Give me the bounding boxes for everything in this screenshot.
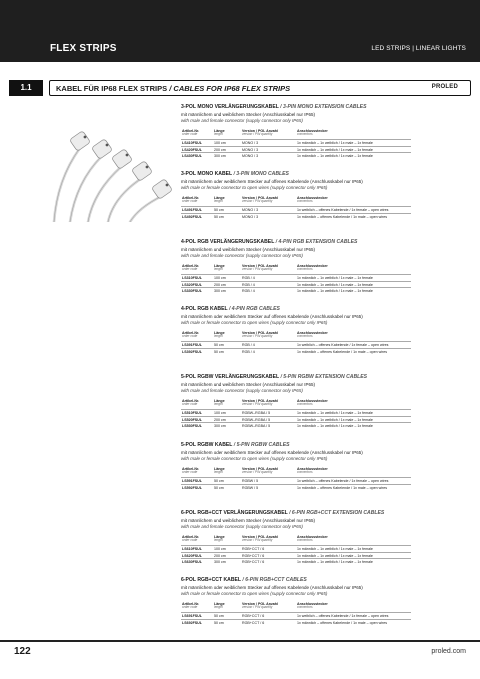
order-code-cell: LS320FSUL (181, 281, 213, 288)
spec-column-header (241, 466, 296, 478)
product-description-de: mit männlichem und weiblichem Stecker (Anschlusskabel nur IP65) (181, 247, 316, 252)
section-title-en: / CABLES FOR IP68 FLEX STRIPS (169, 83, 291, 93)
column-header-en: order code (182, 334, 198, 339)
table-row (181, 423, 411, 429)
version-cell: MONO / 3 (241, 146, 296, 153)
column-header-en: length (214, 132, 223, 137)
spec-table (181, 466, 411, 490)
spec-table-header-row (181, 330, 411, 342)
length-cell: 300 cm (213, 559, 241, 565)
spec-column-header (296, 330, 411, 342)
column-header-de: Länge (214, 535, 225, 539)
product-block (181, 577, 466, 625)
product-title (181, 306, 466, 312)
spec-table (181, 128, 411, 159)
column-header-en: order code (182, 470, 198, 475)
page-header (0, 0, 480, 62)
column-header-de: Anschlussstecker (297, 264, 328, 268)
spec-table-header-row (181, 398, 411, 410)
order-code-cell: LS591FSUL (181, 478, 213, 485)
column-header-de: Version / POL Anzahl (242, 467, 278, 471)
connector-cell: 1x männlich – 1x weiblich / 1x male – 1x female (296, 140, 411, 147)
column-header-en: connectors (297, 267, 313, 272)
order-code-cell: LS510FSUL (181, 410, 213, 417)
product-block (181, 239, 466, 294)
brand-logo: PROLED (431, 84, 458, 90)
length-cell: 300 cm (213, 288, 241, 294)
spec-column-header (296, 128, 411, 140)
spec-column-header (181, 534, 213, 546)
connector-cell: 1x weiblich – offenes Kabelende / 1x female – open wires (296, 342, 411, 349)
column-header-de: Artikel-Nr. (182, 602, 200, 606)
version-cell: RGB / 4 (241, 281, 296, 288)
table-row (181, 613, 411, 620)
length-cell: 100 cm (213, 546, 241, 553)
column-header-en: connectors (297, 538, 313, 543)
product-title-de: 6-POL RGB+CCT VERLÄNGERUNGSKABEL (181, 510, 288, 516)
version-cell: MONO / 3 (241, 213, 296, 219)
connector-cell: 1x männlich – 1x weiblich / 1x male – 1x female (296, 410, 411, 417)
order-code-cell: LS610FSUL (181, 546, 213, 553)
column-header-en: length (214, 402, 223, 407)
product-title-en: / 5-PIN RGBW EXTENSION CABLES (280, 374, 368, 380)
product-title (181, 239, 466, 245)
length-cell: 100 cm (213, 275, 241, 282)
spec-table (181, 398, 411, 429)
length-cell: 50 cm (213, 619, 241, 625)
version-cell: MONO / 3 (241, 207, 296, 214)
product-block (181, 104, 466, 159)
length-cell: 300 cm (213, 423, 241, 429)
spec-column-header (181, 330, 213, 342)
length-cell: 200 cm (213, 281, 241, 288)
column-header-de: Anschlussstecker (297, 399, 328, 403)
column-header-de: Artikel-Nr. (182, 129, 200, 133)
product-block (181, 374, 466, 429)
product-description-en: with male and female connector (supply connector only IP65) (181, 253, 303, 258)
spec-column-header (181, 195, 213, 207)
product-description-de: mit männlichem und weiblichem Stecker (Anschlusskabel nur IP65) (181, 112, 316, 117)
column-header-en: version / PIN quantity (242, 199, 273, 204)
column-header-de: Version / POL Anzahl (242, 129, 278, 133)
length-cell: 200 cm (213, 146, 241, 153)
product-description-de: mit männlichem oder weiblichem Stecker auf offenes Kabelende (Anschlusskabel nur IP65) (181, 314, 363, 319)
version-cell: MONO / 3 (241, 140, 296, 147)
spec-table-header-row (181, 601, 411, 613)
order-code-cell: LS420FSUL (181, 146, 213, 153)
column-header-de: Länge (214, 196, 225, 200)
product-title (181, 171, 466, 177)
product-title-en: / 6-PIN RGB+CCT EXTENSION CABLES (289, 510, 385, 516)
length-cell: 50 cm (213, 478, 241, 485)
order-code-cell: LS310FSUL (181, 275, 213, 282)
column-header-de: Artikel-Nr. (182, 264, 200, 268)
product-title (181, 104, 466, 110)
connector-cell: 1x männlich – 1x weiblich / 1x male – 1x female (296, 423, 411, 429)
product-block (181, 510, 466, 565)
table-row (181, 484, 411, 490)
product-description-en: with male and female connector (supply connector only IP65) (181, 388, 303, 393)
connector-cell: 1x männlich – 1x weiblich / 1x male – 1x female (296, 552, 411, 559)
connector-cell: 1x männlich – 1x weiblich / 1x male – 1x female (296, 546, 411, 553)
section-number: 1.1 (9, 80, 43, 96)
connector-cell: 1x männlich – 1x weiblich / 1x male – 1x female (296, 281, 411, 288)
column-header-de: Anschlussstecker (297, 129, 328, 133)
table-row (181, 275, 411, 282)
spec-column-header (181, 398, 213, 410)
product-title (181, 374, 466, 380)
table-row (181, 546, 411, 553)
spec-column-header (213, 601, 241, 613)
length-cell: 200 cm (213, 552, 241, 559)
column-header-de: Artikel-Nr. (182, 467, 200, 471)
spec-column-header (181, 263, 213, 275)
column-header-de: Länge (214, 399, 225, 403)
column-header-de: Länge (214, 331, 225, 335)
page-number: 122 (14, 646, 31, 657)
column-header-en: order code (182, 538, 198, 543)
cable-product-photo (50, 100, 176, 222)
column-header-en: length (214, 334, 223, 339)
spec-column-header (213, 195, 241, 207)
product-title (181, 510, 466, 516)
product-block (181, 171, 466, 219)
header-title: FLEX STRIPS (50, 43, 117, 54)
table-row (181, 213, 411, 219)
version-cell: RGB+CCT / 6 (241, 546, 296, 553)
spec-column-header (241, 330, 296, 342)
order-code-cell: LS530FSUL (181, 423, 213, 429)
spec-column-header (241, 601, 296, 613)
product-title-en: / 3-PIN MONO EXTENSION CABLES (280, 104, 367, 110)
spec-column-header (213, 466, 241, 478)
order-code-cell: LS630FSUL (181, 559, 213, 565)
product-description-en: with male or female connector to open wires (supply connector only IP65) (181, 185, 328, 190)
column-header-de: Artikel-Nr. (182, 196, 200, 200)
website-url: proled.com (431, 648, 466, 655)
spec-column-header (213, 398, 241, 410)
connector-cell: 1x weiblich – offenes Kabelende / 1x female – open wires (296, 478, 411, 485)
column-header-de: Anschlussstecker (297, 602, 328, 606)
product-title-de: 5-POL RGBW VERLÄNGERUNGSKABEL (181, 374, 280, 380)
spec-column-header (241, 195, 296, 207)
order-code-cell: LS592FSUL (181, 484, 213, 490)
version-cell: RGBW / 5 (241, 484, 296, 490)
version-cell: RGB / 4 (241, 342, 296, 349)
column-header-en: version / PIN quantity (242, 267, 273, 272)
spec-column-header (213, 534, 241, 546)
connector-cell: 1x männlich – offenes Kabelende / 1x male – open wires (296, 484, 411, 490)
column-header-en: connectors (297, 132, 313, 137)
spec-table-header-row (181, 534, 411, 546)
column-header-en: length (214, 538, 223, 543)
spec-table-header-row (181, 195, 411, 207)
product-description-de: mit männlichem oder weiblichem Stecker auf offenes Kabelende (Anschlusskabel nur IP65) (181, 585, 363, 590)
order-code-cell: LS692FSUL (181, 619, 213, 625)
spec-column-header (296, 195, 411, 207)
connector-cell: 1x männlich – 1x weiblich / 1x male – 1x female (296, 146, 411, 153)
spec-column-header (181, 601, 213, 613)
product-description-de: mit männlichem und weiblichem Stecker (Anschlusskabel nur IP65) (181, 518, 316, 523)
product-description-en: with male and female connector (supply connector only IP65) (181, 524, 303, 529)
product-title-en: / 3-PIN MONO CABLES (233, 171, 289, 177)
length-cell: 50 cm (213, 484, 241, 490)
column-header-en: order code (182, 267, 198, 272)
length-cell: 50 cm (213, 213, 241, 219)
table-row (181, 207, 411, 214)
product-title-en: / 4-PIN RGB CABLES (228, 306, 280, 312)
product-description-en: with male or female connector to open wires (supply connector only IP65) (181, 591, 328, 596)
column-header-de: Version / POL Anzahl (242, 264, 278, 268)
product-title (181, 577, 466, 583)
spec-table (181, 534, 411, 565)
table-row (181, 619, 411, 625)
version-cell: RGBW–RGBA / 5 (241, 410, 296, 417)
connector-cell: 1x männlich – offenes Kabelende / 1x male – open wires (296, 619, 411, 625)
order-code-cell: LS620FSUL (181, 552, 213, 559)
table-row (181, 146, 411, 153)
spec-table (181, 601, 411, 625)
column-header-en: version / PIN quantity (242, 605, 273, 610)
version-cell: RGBW–RGBA / 5 (241, 423, 296, 429)
column-header-de: Version / POL Anzahl (242, 331, 278, 335)
connector-cell: 1x männlich – 1x weiblich / 1x male – 1x female (296, 416, 411, 423)
section-title-de: KABEL FÜR IP68 FLEX STRIPS (56, 83, 168, 93)
spec-column-header (213, 263, 241, 275)
length-cell: 50 cm (213, 207, 241, 214)
product-description-en: with male and female connector (supply connector only IP65) (181, 118, 303, 123)
length-cell: 200 cm (213, 416, 241, 423)
order-code-cell: LS391FSUL (181, 342, 213, 349)
table-row (181, 348, 411, 354)
spec-table (181, 195, 411, 219)
column-header-de: Version / POL Anzahl (242, 196, 278, 200)
product-description-de: mit männlichem oder weiblichem Stecker auf offenes Kabelende (Anschlusskabel nur IP65) (181, 179, 363, 184)
connector-cell: 1x männlich – 1x weiblich / 1x male – 1x female (296, 559, 411, 565)
product-title-de: 5-POL RGBW KABEL (181, 442, 233, 448)
connector-cell: 1x weiblich – offenes Kabelende / 1x female – open wires (296, 207, 411, 214)
spec-column-header (181, 128, 213, 140)
table-row (181, 140, 411, 147)
product-description-de: mit männlichem und weiblichem Stecker (Anschlusskabel nur IP65) (181, 382, 316, 387)
spec-table-header-row (181, 128, 411, 140)
spec-column-header (241, 128, 296, 140)
header-category: LED STRIPS | LINEAR LIGHTS (371, 45, 466, 52)
column-header-de: Version / POL Anzahl (242, 602, 278, 606)
connector-cell: 1x weiblich – offenes Kabelende / 1x female – open wires (296, 613, 411, 620)
section-title-bar (49, 80, 471, 96)
table-row (181, 478, 411, 485)
column-header-de: Anschlussstecker (297, 331, 328, 335)
column-header-en: length (214, 605, 223, 610)
spec-column-header (213, 330, 241, 342)
version-cell: RGBW–RGBA / 5 (241, 416, 296, 423)
spec-column-header (241, 534, 296, 546)
order-code-cell: LS330FSUL (181, 288, 213, 294)
column-header-de: Länge (214, 602, 225, 606)
product-title-en: / 4-PIN RGB EXTENSION CABLES (275, 239, 358, 245)
spec-column-header (296, 263, 411, 275)
column-header-en: connectors (297, 605, 313, 610)
column-header-de: Artikel-Nr. (182, 399, 200, 403)
product-title-de: 3-POL MONO KABEL (181, 171, 233, 177)
product-title-en: / 6-PIN RGB+CCT CABLES (242, 577, 307, 583)
connector-cell: 1x männlich – offenes Kabelende / 1x male – open wires (296, 213, 411, 219)
product-description-de: mit männlichem oder weiblichem Stecker auf offenes Kabelende (Anschlusskabel nur IP65) (181, 450, 363, 455)
order-code-cell: LS392FSUL (181, 348, 213, 354)
column-header-de: Anschlussstecker (297, 196, 328, 200)
column-header-de: Artikel-Nr. (182, 331, 200, 335)
product-description-en: with male or female connector to open wires (supply connector only IP65) (181, 320, 328, 325)
column-header-en: version / PIN quantity (242, 538, 273, 543)
column-header-en: length (214, 470, 223, 475)
order-code-cell: LS491FSUL (181, 207, 213, 214)
length-cell: 100 cm (213, 410, 241, 417)
column-header-de: Version / POL Anzahl (242, 399, 278, 403)
table-row (181, 416, 411, 423)
length-cell: 50 cm (213, 613, 241, 620)
table-row (181, 552, 411, 559)
column-header-en: length (214, 199, 223, 204)
column-header-de: Länge (214, 129, 225, 133)
spec-column-header (241, 263, 296, 275)
spec-table-header-row (181, 466, 411, 478)
column-header-en: connectors (297, 334, 313, 339)
length-cell: 300 cm (213, 153, 241, 159)
order-code-cell: LS492FSUL (181, 213, 213, 219)
product-title (181, 442, 466, 448)
column-header-en: version / PIN quantity (242, 402, 273, 407)
table-row (181, 281, 411, 288)
column-header-en: connectors (297, 199, 313, 204)
version-cell: MONO / 3 (241, 153, 296, 159)
spec-column-header (213, 128, 241, 140)
column-header-en: version / PIN quantity (242, 470, 273, 475)
spec-column-header (296, 534, 411, 546)
connector-cell: 1x männlich – 1x weiblich / 1x male – 1x female (296, 153, 411, 159)
version-cell: RGB / 4 (241, 275, 296, 282)
column-header-de: Anschlussstecker (297, 535, 328, 539)
column-header-en: order code (182, 132, 198, 137)
column-header-en: order code (182, 605, 198, 610)
version-cell: RGB+CCT / 6 (241, 552, 296, 559)
spec-table (181, 330, 411, 354)
column-header-de: Anschlussstecker (297, 467, 328, 471)
table-row (181, 342, 411, 349)
product-title-de: 6-POL RGB+CCT KABEL (181, 577, 241, 583)
table-row (181, 288, 411, 294)
version-cell: RGB+CCT / 6 (241, 559, 296, 565)
column-header-en: version / PIN quantity (242, 334, 273, 339)
spec-column-header (241, 398, 296, 410)
column-header-en: version / PIN quantity (242, 132, 273, 137)
version-cell: RGB / 4 (241, 288, 296, 294)
table-row (181, 410, 411, 417)
spec-column-header (296, 398, 411, 410)
column-header-en: length (214, 267, 223, 272)
product-description-en: with male or female connector to open wires (supply connector only IP65) (181, 456, 328, 461)
length-cell: 100 cm (213, 140, 241, 147)
order-code-cell: LS430FSUL (181, 153, 213, 159)
spec-column-header (296, 466, 411, 478)
version-cell: RGB+CCT / 6 (241, 613, 296, 620)
column-header-en: order code (182, 199, 198, 204)
column-header-en: order code (182, 402, 198, 407)
version-cell: RGB+CCT / 6 (241, 619, 296, 625)
section-title (56, 84, 290, 93)
column-header-de: Länge (214, 467, 225, 471)
connector-cell: 1x männlich – 1x weiblich / 1x male – 1x female (296, 275, 411, 282)
product-title-en: / 5-PIN RGBW CABLES (233, 442, 290, 448)
product-title-de: 4-POL RGB KABEL (181, 306, 228, 312)
product-block (181, 306, 466, 354)
length-cell: 50 cm (213, 348, 241, 354)
connector-cell: 1x männlich – offenes Kabelende / 1x male – open wires (296, 348, 411, 354)
column-header-de: Version / POL Anzahl (242, 535, 278, 539)
connector-cell: 1x männlich – 1x weiblich / 1x male – 1x female (296, 288, 411, 294)
order-code-cell: LS520FSUL (181, 416, 213, 423)
column-header-de: Länge (214, 264, 225, 268)
table-row (181, 559, 411, 565)
product-block (181, 442, 466, 490)
spec-column-header (296, 601, 411, 613)
length-cell: 50 cm (213, 342, 241, 349)
version-cell: RGBW / 5 (241, 478, 296, 485)
version-cell: RGB / 4 (241, 348, 296, 354)
spec-table-header-row (181, 263, 411, 275)
column-header-en: connectors (297, 402, 313, 407)
footer-divider (0, 640, 480, 642)
product-title-de: 3-POL MONO VERLÄNGERUNGSKABEL (181, 104, 279, 110)
column-header-de: Artikel-Nr. (182, 535, 200, 539)
order-code-cell: LS691FSUL (181, 613, 213, 620)
product-title-de: 4-POL RGB VERLÄNGERUNGSKABEL (181, 239, 275, 245)
spec-column-header (181, 466, 213, 478)
table-row (181, 153, 411, 159)
column-header-en: connectors (297, 470, 313, 475)
spec-table (181, 263, 411, 294)
order-code-cell: LS410FSUL (181, 140, 213, 147)
